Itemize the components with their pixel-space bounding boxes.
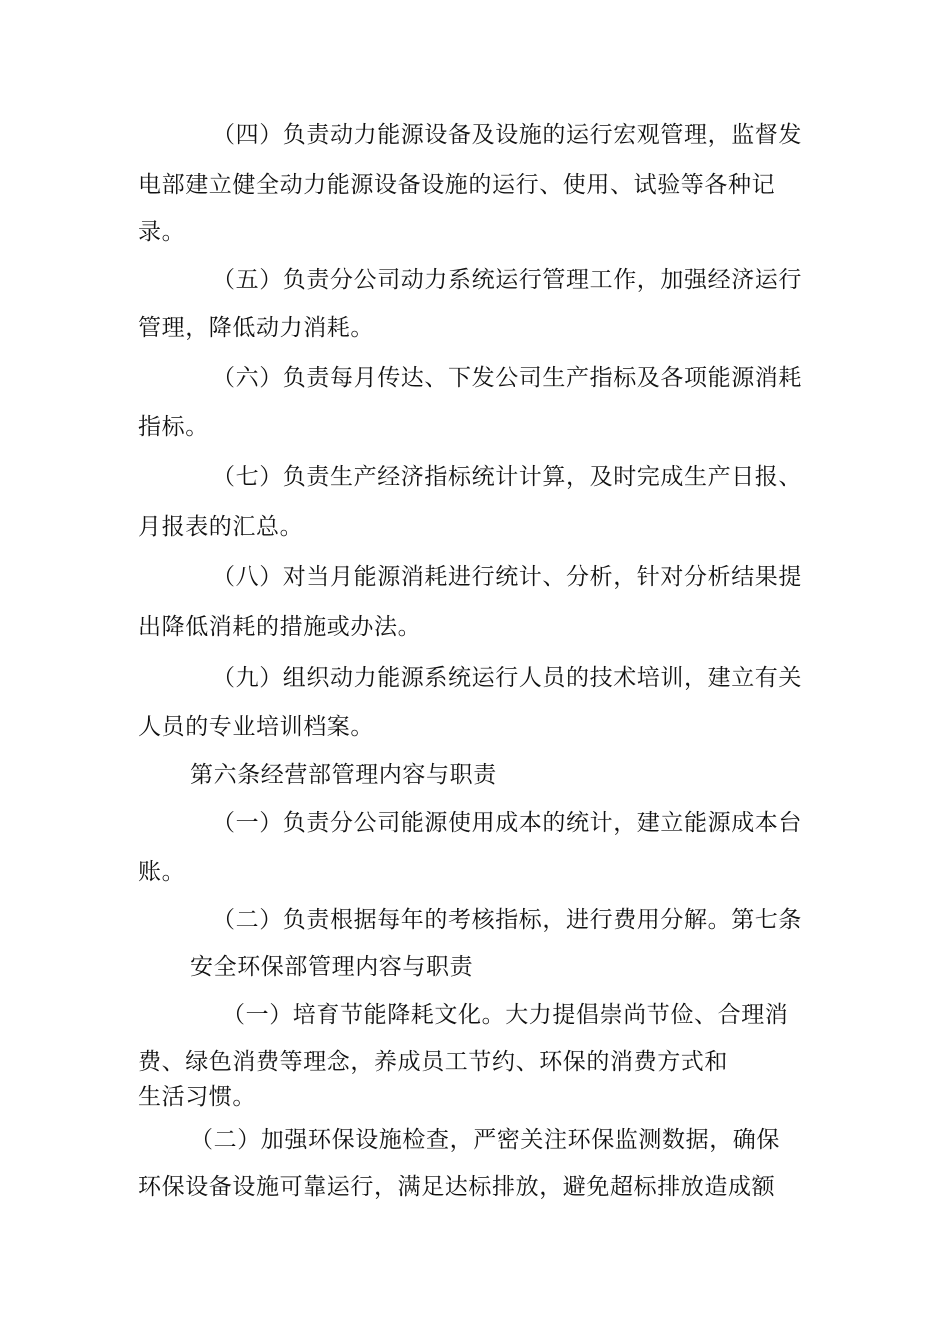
article-7-item-1-line-3: 生活习惯。 xyxy=(138,1084,256,1110)
article-7-item-1-line-2: 费、绿色消费等理念，养成员工节约、环保的消费方式和 xyxy=(138,1049,728,1075)
para-8-line-2: 出降低消耗的措施或办法。 xyxy=(138,614,422,640)
article-6-item-1-line-1: （一）负责分公司能源使用成本的统计，建立能源成本台 xyxy=(212,810,802,836)
article-6-item-2-line-1: （二）负责根据每年的考核指标，进行费用分解。第七条 xyxy=(212,907,802,933)
para-6-line-1: （六）负责每月传达、下发公司生产指标及各项能源消耗 xyxy=(212,365,802,391)
article-6-item-1-line-2: 账。 xyxy=(138,859,186,885)
article-7-heading: 安全环保部管理内容与职责 xyxy=(190,954,474,980)
para-4-line-2: 电部建立健全动力能源设备设施的运行、使用、试验等各种记 xyxy=(138,172,776,198)
para-4-line-3: 录。 xyxy=(138,219,186,245)
para-4-line-1: （四）负责动力能源设备及设施的运行宏观管理，监督发 xyxy=(212,122,802,148)
para-5-line-1: （五）负责分公司动力系统运行管理工作，加强经济运行 xyxy=(212,267,802,293)
article-7-item-2-line-2: 环保设备设施可靠运行，满足达标排放，避免超标排放造成额 xyxy=(138,1174,776,1200)
para-9-line-2: 人员的专业培训档案。 xyxy=(138,714,374,740)
para-9-line-1: （九）组织动力能源系统运行人员的技术培训，建立有关 xyxy=(212,665,802,691)
para-7-line-2: 月报表的汇总。 xyxy=(138,514,304,540)
para-6-line-2: 指标。 xyxy=(138,414,209,440)
para-8-line-1: （八）对当月能源消耗进行统计、分析，针对分析结果提 xyxy=(212,564,802,590)
para-5-line-2: 管理，降低动力消耗。 xyxy=(138,315,374,341)
para-7-line-1: （七）负责生产经济指标统计计算，及时完成生产日报、 xyxy=(212,464,802,490)
article-7-item-2-line-1: （二）加强环保设施检查，严密关注环保监测数据，确保 xyxy=(190,1127,780,1153)
article-6-heading: 第六条经营部管理内容与职责 xyxy=(190,762,497,788)
article-7-item-1-line-1: （一）培育节能降耗文化。大力提倡崇尚节俭、合理消 xyxy=(222,1002,789,1028)
